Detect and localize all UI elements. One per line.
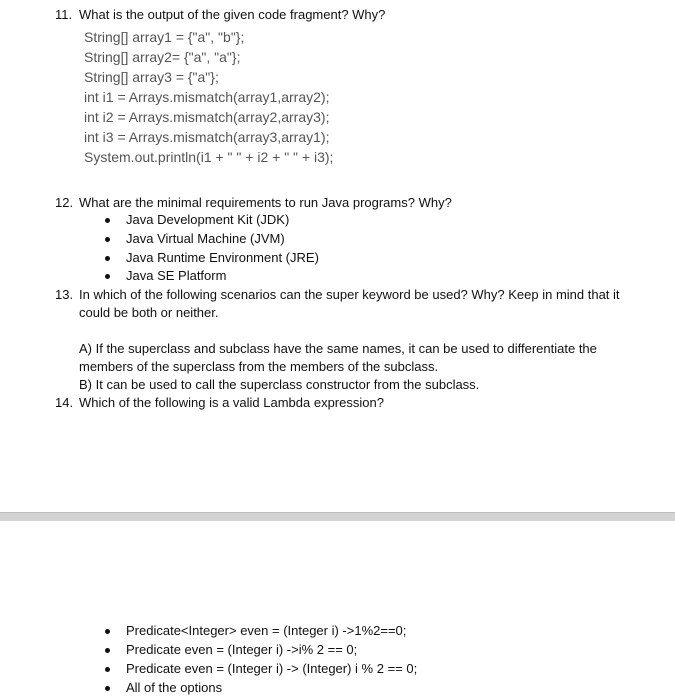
- q14-option: All of the options: [126, 680, 223, 695]
- bullet-icon: [105, 667, 110, 672]
- q12-option: Java SE Platform: [126, 268, 227, 283]
- page-break-divider: [0, 513, 675, 521]
- q11-code-line: int i2 = Arrays.mismatch(array2,array3);: [84, 109, 330, 125]
- q13-option-b: B) It can be used to call the superclass constructor from the subclass.: [79, 377, 480, 392]
- q12-option: Java Runtime Environment (JRE): [126, 250, 319, 265]
- q11-code-line: String[] array1 = {"a", "b"};: [84, 29, 245, 45]
- q13-option-a-line2: members of the superclass from the members of the subclass.: [79, 359, 439, 374]
- q13-option-a-line1: A) If the superclass and subclass have the same names, it can be used to differentiate the: [79, 341, 597, 356]
- bullet-icon: [105, 629, 110, 634]
- q14-number: 14.: [55, 395, 74, 410]
- bullet-icon: [105, 648, 110, 653]
- q12-option: Java Virtual Machine (JVM): [126, 231, 285, 246]
- q11-code-line: int i1 = Arrays.mismatch(array1,array2);: [84, 89, 330, 105]
- q11-code-line: System.out.println(i1 + " " + i2 + " " + i3);: [84, 149, 334, 165]
- q13-question-line1: In which of the following scenarios can the super keyword be used? Why? Keep in mind that it: [79, 287, 620, 302]
- q12-option: Java Development Kit (JDK): [126, 212, 290, 227]
- q11-code-line: int i3 = Arrays.mismatch(array3,array1);: [84, 129, 330, 145]
- bullet-icon: [105, 256, 110, 261]
- q14-question: Which of the following is a valid Lambda expression?: [79, 395, 384, 410]
- q12-number: 12.: [55, 195, 74, 210]
- bullet-icon: [105, 218, 110, 223]
- q11-number: 11.: [55, 7, 73, 22]
- q14-option: Predicate<Integer> even = (Integer i) ->1%2==0;: [126, 623, 407, 638]
- bullet-icon: [105, 274, 110, 279]
- bullet-icon: [105, 237, 110, 242]
- q12-question: What are the minimal requirements to run Java programs? Why?: [79, 195, 452, 210]
- bullet-icon: [105, 686, 110, 691]
- q11-code-line: String[] array2= {"a", "a"};: [84, 49, 241, 65]
- q13-question-line2: could be both or neither.: [79, 305, 219, 320]
- q13-number: 13.: [55, 287, 74, 302]
- q14-option: Predicate even = (Integer i) -> (Integer) i % 2 == 0;: [126, 661, 418, 676]
- q11-question: What is the output of the given code fragment? Why?: [79, 7, 386, 22]
- q14-option: Predicate even = (Integer i) ->i% 2 == 0;: [126, 642, 358, 657]
- q11-code-line: String[] array3 = {"a"};: [84, 69, 219, 85]
